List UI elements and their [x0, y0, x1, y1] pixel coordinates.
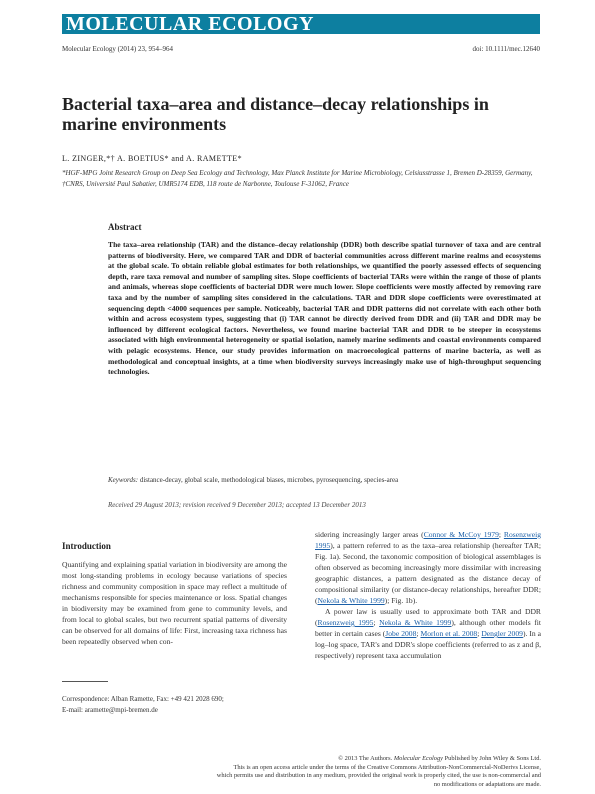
received-dates: Received 29 August 2013; revision received 9 December 2013; accepted 13 December 2013 — [108, 501, 366, 509]
doi[interactable]: doi: 10.1111/mec.12640 — [472, 45, 540, 53]
paragraph: sidering increasingly larger areas (Connor & McCoy 1979; Rosenzweig 1995), a pattern referred to as the taxa–area relationship (hereafter TAR; Fig. 1a). Second, the taxonomic composition of biological assemblages is often observed as becoming increasingly more dissimilar with increasing geographic distances, a pattern designated as the distance decay of compositional similarity (or distance-decay relationships, hereafter DDR; (Nekola & White 1999); Fig. 1b). — [315, 530, 541, 605]
reference-link[interactable]: Jobe 2008 — [385, 629, 417, 638]
license-line: which permits use and distribution in any medium, provided the original work is properly cited, the use is non-commercial and — [216, 772, 541, 780]
license-line: This is an open access article under the terms of the Creative Commons Attribution-NonCommercial-NoDerivs License, — [233, 763, 541, 771]
abstract-heading: Abstract — [108, 222, 142, 232]
keywords-label: Keywords: — [108, 476, 139, 484]
article-title: Bacterial taxa–area and distance–decay relationships in marine environments — [62, 94, 489, 134]
affiliation: *HGF-MPG Joint Research Group on Deep Sea Ecology and Technology, Max Planck Institute for Marine Microbiology, Celsiusstrasse 1, Bremen D-28359, Germany, †CNRS, Université Paul Sabatier, UMR5174 EDB, 118 route de Narbonne, Toulouse F-31062, France — [62, 169, 533, 188]
introduction-heading: Introduction — [62, 541, 111, 551]
reference-link[interactable]: Rosenzweig 1995 — [317, 618, 374, 627]
journal-citation: Molecular Ecology (2014) 23, 954–964 — [62, 45, 174, 53]
correspondence — [62, 694, 224, 716]
keywords-list: distance-decay, global scale, methodological biases, microbes, pyrosequencing, species-area — [139, 476, 399, 484]
reference-link[interactable]: Dengler 2009 — [481, 629, 523, 638]
paragraph: A power law is usually used to approximate both TAR and DDR (Rosenzweig 1995; Nekola & White 1999), although other models fit better in certain cases (Jobe 2008; Morlon et al. 2008; Dengler 2009). In a log–log space, TAR's and DDR's slope coefficients (referred to as z and β, respectively) represent taxa accumulation — [315, 607, 542, 660]
journal-banner: MOLECULAR ECOLOGY — [62, 14, 540, 34]
copyright-line: © 2013 The Authors. Molecular Ecology Published by John Wiley & Sons Ltd. — [338, 755, 541, 762]
reference-link[interactable]: Connor & McCoy 1979 — [423, 530, 499, 539]
license-line: no modifications or adaptations are made. — [433, 780, 541, 788]
correspondence-email[interactable]: E-mail: aramette@mpi-bremen.de — [62, 706, 158, 714]
reference-link[interactable]: Rosenzweig 1995 — [315, 530, 541, 550]
footnote-divider — [62, 681, 108, 682]
reference-link[interactable]: Nekola & White 1999 — [379, 618, 452, 627]
license-footer — [62, 755, 541, 789]
introduction-column-1: Quantifying and explaining spatial variation in biodiversity are among the most long-standing problems in ecology because variations of species richness and community composition in space may reflect a multitude of mechanisms responsible for species maintenance or loss. Spatial changes in biodiversity may be examined from gene to community levels, and from local to global scales, but two recurrent spatial patterns of diversity can be observed for all domains of life: First, increasing taxa richness has been repeatedly observed when con- — [62, 560, 288, 646]
correspondence-fax: Correspondence: Alban Ramette, Fax: +49 421 2028 690; — [62, 695, 224, 703]
reference-link[interactable]: Nekola & White 1999 — [317, 596, 385, 605]
reference-link[interactable]: Morlon et al. 2008 — [420, 629, 478, 638]
keywords — [108, 475, 541, 486]
introduction-column-2 — [315, 529, 541, 661]
authors: L. ZINGER,*† A. BOETIUS* and A. RAMETTE* — [62, 154, 242, 163]
abstract-body: The taxa–area relationship (TAR) and the distance–decay relationship (DDR) both describe spatial turnover of taxa and are central patterns of biodiversity. Here, we compared TAR and DDR of bacterial communities across different marine realms and ecosystems at the global scale. To obtain reliable global estimates for both relationships, we quantified the poorly assessed effects of sequencing depth, rare taxa removal and number of sampling sites. Slope coefficients of bacterial TARs were within the range of those of plants and animals, whereas slope coefficients of bacterial DDR were much lower. Slope coefficients were mostly affected by removing rare taxa and by the number of sampling sites considered in the calculations. TAR and DDR slope coefficients were overestimated at sequencing depth <4000 sequences per sample. Noticeably, bacterial TAR and DDR patterns did not correlate with each other both within and across ecosystem types, suggesting that (i) TAR cannot be directly derived from DDR and (ii) TAR and DDR may be influenced by different ecological factors. Nevertheless, we found marine bacterial TAR and DDR to be steeper in ecosystems associated with high environmental heterogeneity or spatial isolation, namely marine sediments and coastal environments compared with pelagic ecosystems. Hence, our study provides information on macroecological patterns of marine bacteria, as well as methodological and conceptual insights, at a time when biodiversity surveys increasingly make use of high-throughput sequencing technologies. — [108, 240, 541, 377]
